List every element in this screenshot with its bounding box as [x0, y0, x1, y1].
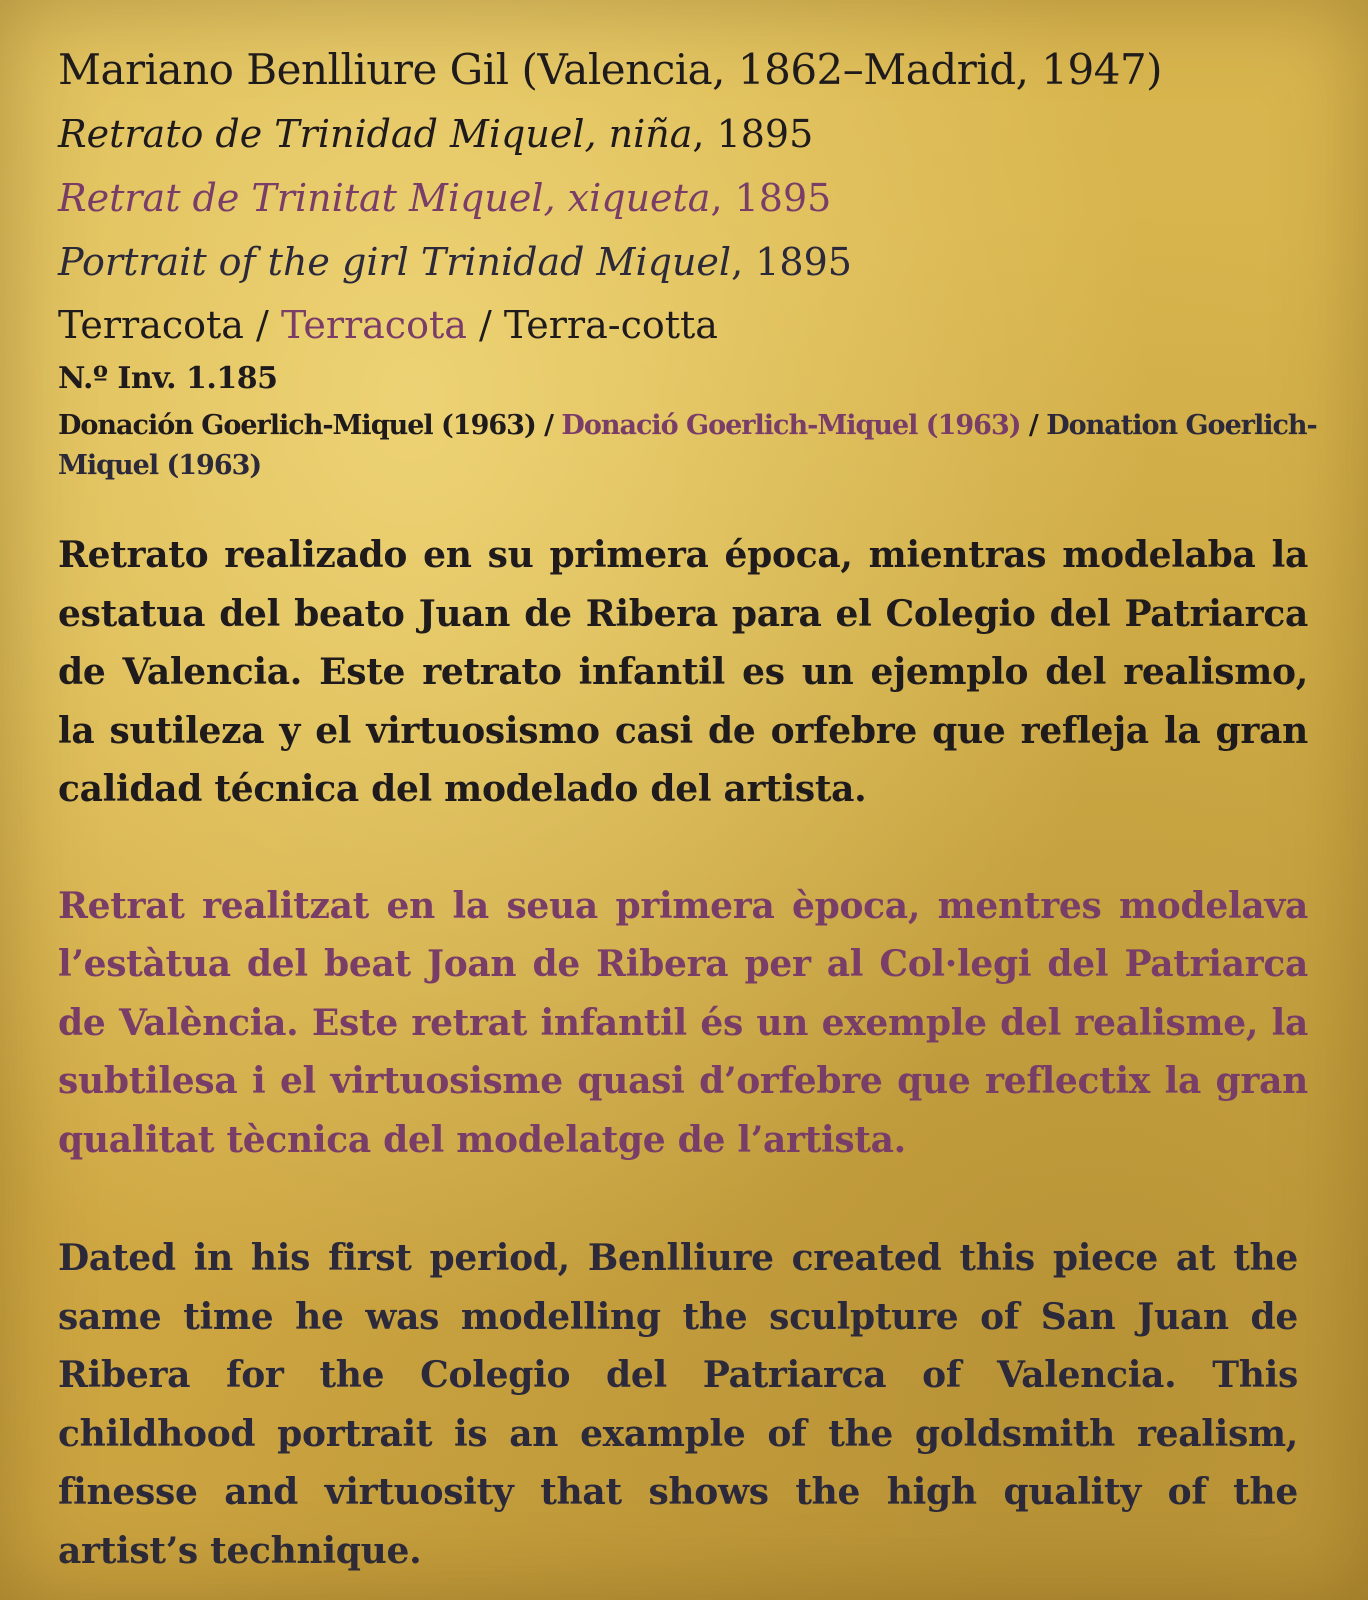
material-english: Terra-cotta	[503, 303, 718, 347]
description-english: Dated in his first period, Benlliure created this piece at the same time he was modelling the sculpture of San Juan de Ribera for the Colegio del Patriarca of Valencia. This childhood portrait is an example of the goldsmith realism, finesse and virtuosity that shows the high quality of the artist’s technique.	[58, 1237, 1298, 1572]
material-catalan: Terracota	[280, 303, 467, 347]
donation-credit	[58, 406, 1328, 486]
donation-english: Donation Goerlich-Miquel (1963)	[58, 410, 1317, 481]
title-catalan-text: Retrat de Trinitat Miquel, xiqueta	[58, 176, 711, 220]
title-english-text: Portrait of the girl Trinidad Miquel	[58, 240, 732, 284]
material-line	[58, 294, 1328, 356]
title-english	[58, 230, 1328, 294]
donation-spanish: Donación Goerlich-Miquel (1963)	[58, 410, 536, 441]
description-catalan: Retrat realitzat en la seua primera època, mentres modelava l’estàtua del beat Joan de Ribera per al Col·legi del Patriarca de València. Este retrat infantil és un exemple del realisme, la subtilesa i el virtuosisme quasi d’orfebre que reflectix la gran qualitat tècnica del modelatge de l’artista.	[58, 884, 1308, 1161]
description-spanish: Retrato realizado en su primera época, mientras modelaba la estatua del beato Juan de Ribera para el Colegio del Patriarca de Valencia. Este retrato infantil es un ejemplo del realismo, la sutileza y el virtuosismo casi de orfebre que refleja la gran calidad técnica del modelado del artista.	[58, 534, 1308, 810]
inventory-number: N.º Inv. 1.185	[58, 361, 278, 396]
title-spanish-text: Retrato de Trinidad Miquel, niña	[58, 112, 693, 156]
donation-separator-2: /	[1020, 410, 1047, 441]
title-spanish	[58, 102, 1328, 166]
donation-catalan: Donació Goerlich-Miquel (1963)	[561, 410, 1021, 441]
title-spanish-year: , 1895	[692, 112, 814, 156]
title-catalan-year: , 1895	[710, 176, 832, 220]
material-separator-2: /	[466, 303, 504, 347]
donation-separator-1: /	[535, 410, 562, 441]
title-catalan	[58, 166, 1328, 230]
title-english-year: , 1895	[731, 240, 852, 284]
material-spanish: Terracota	[58, 303, 244, 347]
artist-heading: Mariano Benlliure Gil (Valencia, 1862–Madrid, 1947)	[58, 45, 1163, 94]
material-separator-1: /	[243, 303, 281, 347]
